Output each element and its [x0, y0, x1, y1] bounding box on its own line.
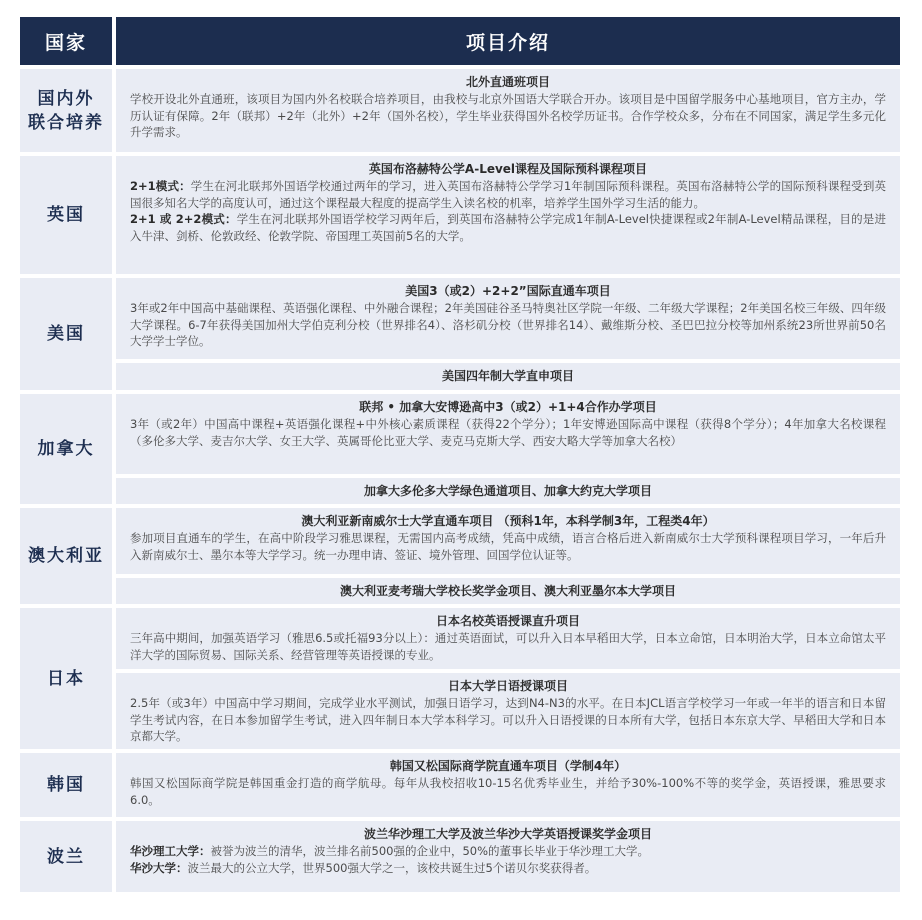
- program-description: 学校开设北外直通班，该项目为国内外名校联合培养项目，由我校与北京外国语大学联合开办。该项目是中国留学服务中心基地项目，官方主办，学历认证有保障。2年（联邦）+2年（北外）+2年（国外名校），学生毕业获得国外名校学历证书。合作学校众多，分布在不同国家，满足学生多元化升学需求。: [130, 92, 886, 139]
- program-title: 英国布洛赫特公学A-Level课程及国际预科课程项目: [368, 162, 648, 176]
- header-program: 项目介绍: [116, 17, 900, 65]
- mode-label: 2+1 或 2+2模式：: [130, 212, 237, 226]
- program-description: 参加项目直通车的学生，在高中阶段学习雅思课程，无需国内高考成绩，凭高中成绩，语言合格后进入新南威尔士大学预科课程项目学习，一年后升入新南威尔士、墨尔本等大学学习。统一办理申请、签证、境外管理、回国学位认证等。: [130, 531, 886, 562]
- university-label: 华沙大学：: [130, 860, 188, 875]
- header-country: 国家: [20, 17, 112, 65]
- program-cell-poland: [116, 821, 900, 892]
- program-title: 澳大利亚麦考瑞大学校长奖学金项目、澳大利亚墨尔本大学项目: [339, 583, 676, 598]
- program-description: [130, 178, 886, 211]
- university-label: 华沙理工大学：: [130, 844, 211, 858]
- country-uk: 英国: [20, 156, 112, 274]
- program-description: [130, 843, 886, 860]
- program-cell-canada-green: [116, 478, 900, 504]
- program-description: 三年高中期间，加强英语学习（雅思6.5或托福93分以上）：通过英语面试，可以升入日本早稻田大学，日本立命馆，日本明治大学，日本立命馆太平洋大学的国际贸易、国际关系、经营管理等英语授课的专业。: [130, 631, 886, 662]
- program-cell-canada: [116, 394, 900, 474]
- program-description: 2.5年（或3年）中国高中学习期间，完成学业水平测试，加强日语学习，达到N4-N3的水平。在日本JCL语言学校学习一年或一年半的语言和日本留学生考试内容，在日本参加留学生考试，进入四年制日本大学本科学习。可以升入日语授课的日本所有大学，包括日本东京大学、早稻田大学和日本京都大学。: [130, 696, 886, 743]
- mode-label: 2+1模式：: [130, 179, 191, 193]
- program-title: 联邦 • 加拿大安博逊高中3（或2）+1+4合作办学项目: [359, 400, 657, 414]
- country-poland: 波兰: [20, 821, 112, 892]
- country-korea: 韩国: [20, 753, 112, 817]
- program-title: 日本大学日语授课项目: [447, 679, 568, 693]
- program-cell-korea: [116, 753, 900, 817]
- program-cell-bfsu: [116, 69, 900, 152]
- program-cell-usa: [116, 278, 900, 359]
- country-canada: 加拿大: [20, 394, 112, 504]
- program-cell-japan-japanese: [116, 673, 900, 749]
- program-title: 韩国又松国际商学院直通车项目（学制4年）: [389, 759, 627, 773]
- program-cell-uk: [116, 156, 900, 274]
- program-title: 北外直通班项目: [465, 75, 550, 89]
- program-description: 3年（或2年）中国高中课程+英语强化课程+中外核心素质课程（获得22个学分）；1年安博逊国际高中课程（获得8个学分）；4年加拿大名校课程（多伦多大学、麦吉尔大学、女王大学、英属哥伦比亚大学、麦克马克斯大学、西安大略大学等加拿大名校）: [130, 417, 886, 448]
- program-title: 波兰华沙理工大学及波兰华沙大学英语授课奖学金项目: [363, 827, 652, 841]
- mode-text: 学生在河北联邦外国语学校通过两年的学习，进入英国布洛赫特公学学习1年制国际预科课程。英国布洛赫特公学的国际预科课程受到英国很多知名大学的高度认可，通过这个课程最大程度的提高学生入读名校的机率，培养学生国外学习生活的能力。: [130, 179, 886, 210]
- program-title: 美国四年制大学直申项目: [441, 369, 574, 383]
- country-japan: 日本: [20, 608, 112, 749]
- program-description: 韩国又松国际商学院是韩国重金打造的商学航母。每年从我校招收10-15名优秀毕业生，并给予30%-100%不等的奖学金，英语授课，雅思要求6.0。: [130, 776, 886, 807]
- program-title: 日本名校英语授课直升项目: [435, 614, 580, 628]
- mode-text: 学生在河北联邦外国语学校学习两年后，到英国布洛赫特公学完成1年制A-Level快捷课程或2年制A-Level精品课程，目的是进入牛津、剑桥、伦敦政经、伦敦学院、帝国理工英国前5名的大学。: [130, 212, 886, 243]
- university-text: 波兰最大的公立大学，世界500强大学之一，该校共诞生过5个诺贝尔奖获得者。: [187, 860, 597, 875]
- program-cell-australia: [116, 508, 900, 574]
- program-title: 加拿大多伦多大学绿色通道项目、加拿大约克大学项目: [363, 483, 652, 498]
- country-australia: 澳大利亚: [20, 508, 112, 604]
- program-title: 美国3（或2）+2+2”国际直通车项目: [405, 284, 611, 298]
- program-cell-usa-direct: [116, 363, 900, 390]
- university-text: 被誉为波兰的清华，波兰排名前500强的企业中，50%的董事长毕业于华沙理工大学。: [210, 844, 650, 858]
- country-joint: 国内外 联合培养: [20, 69, 112, 152]
- program-cell-australia-scholarship: [116, 578, 900, 604]
- program-description: [130, 211, 886, 244]
- program-description: 3年或2年中国高中基础课程、英语强化课程、中外融合课程；2年美国硅谷圣马特奥社区学院一年级、二年级大学课程；2年美国名校三年级、四年级大学课程。6-7年获得美国加州大学伯克利分校（世界排名4）、洛杉矶分校（世界排名14）、戴维斯分校、圣巴巴拉分校等加州系统23所世界前50名大学学士学位。: [130, 301, 886, 348]
- program-title: 澳大利亚新南威尔士大学直通车项目 （预科1年，本科学制3年，工程类4年）: [301, 514, 715, 528]
- program-description: [130, 860, 886, 877]
- country-usa: 美国: [20, 278, 112, 390]
- program-cell-japan-english: [116, 608, 900, 669]
